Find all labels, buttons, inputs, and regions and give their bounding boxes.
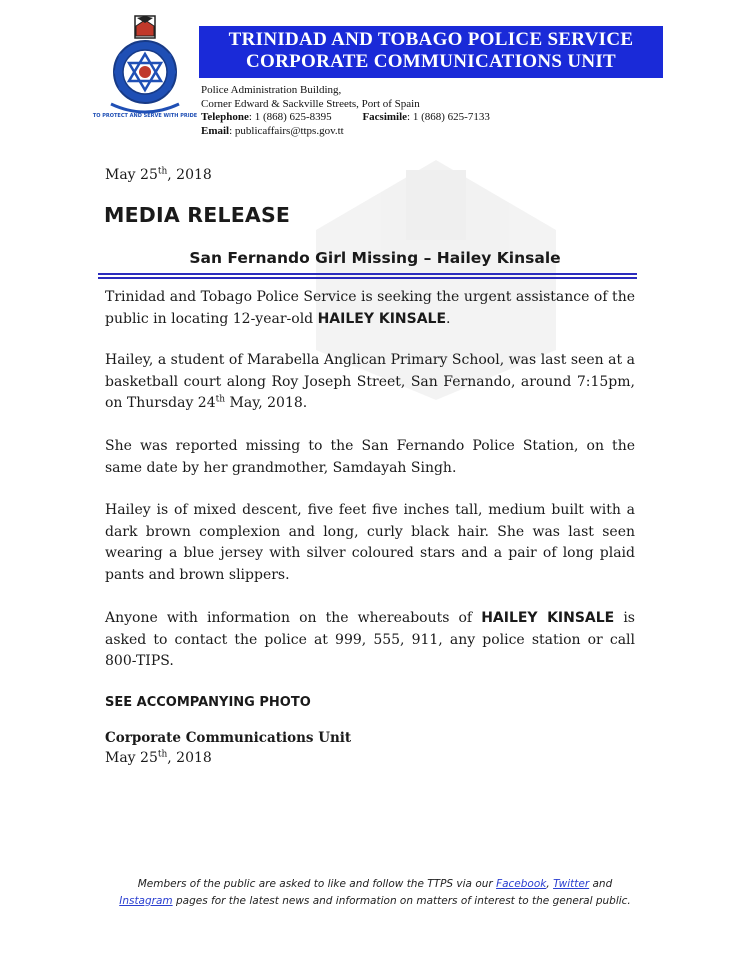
- instagram-link[interactable]: Instagram: [119, 894, 173, 907]
- police-crest-logo: [92, 14, 198, 124]
- email-label: Email: [201, 124, 230, 137]
- release-date: May 25th, 2018: [105, 166, 212, 183]
- see-photo-note: SEE ACCOMPANYING PHOTO: [105, 695, 311, 710]
- title-rule-bottom: [98, 277, 637, 279]
- fax-value: : 1 (868) 625-7133: [407, 111, 490, 123]
- org-name: TRINIDAD AND TOBAGO POLICE SERVICE: [228, 29, 634, 50]
- address-line-2: Corner Edward & Sackville Streets, Port of Spain: [201, 97, 420, 110]
- signature-date: May 25th, 2018: [105, 749, 212, 766]
- facebook-link[interactable]: Facebook: [496, 878, 547, 890]
- document-title: MEDIA RELEASE: [104, 203, 291, 227]
- contact-block: [201, 84, 601, 138]
- paragraph-3: She was reported missing to the San Fernando Police Station, on the same date by her grandmother, Samdayah Singh.: [105, 438, 635, 476]
- address-line-1: Police Administration Building,: [201, 84, 342, 96]
- title-rule-top: [98, 273, 637, 275]
- fax-label: Facsimile: [362, 111, 408, 123]
- paragraph-5: Anyone with information on the whereabouts of HAILEY KINSALE is asked to contact the police at 999, 555, 911, any police station or call 800-TIPS.: [105, 610, 635, 669]
- paragraph-4: Hailey is of mixed descent, five feet five inches tall, medium built with a dark brown complexion and long, curly black hair. She was last seen wearing a blue jersey with silver coloured stars and a pair of long plaid pants and brown slippers.: [105, 502, 635, 583]
- email-value: : publicaffairs@ttps.gov.tt: [229, 124, 344, 137]
- footer-note: Members of the public are asked to like and follow the TTPS via our Facebook, Twitter and Instagram pages for the latest news and information on matters of interest to the general public.: [119, 878, 631, 907]
- header-banner: [199, 26, 663, 78]
- telephone-label: Telephone: [201, 111, 249, 123]
- signature-unit: Corporate Communications Unit: [105, 730, 352, 746]
- paragraph-1: Trinidad and Tobago Police Service is seeking the urgent assistance of the public in locating 12-year-old HAILEY KINSALE.: [105, 289, 635, 327]
- phone-fax-line: [201, 111, 601, 125]
- crest-motto: TO PROTECT AND SERVE WITH PRIDE: [92, 113, 198, 119]
- unit-name: CORPORATE COMMUNICATIONS UNIT: [245, 51, 617, 72]
- release-subtitle: San Fernando Girl Missing – Hailey Kinsale: [189, 249, 561, 267]
- twitter-link[interactable]: Twitter: [553, 878, 590, 890]
- missing-person-name: HAILEY KINSALE: [317, 310, 447, 327]
- missing-person-name: HAILEY KINSALE: [481, 610, 615, 626]
- email-line: [201, 125, 601, 139]
- paragraph-2: Hailey, a student of Marabella Anglican Primary School, was last seen at a basketball court along Roy Joseph Street, San Fernando, around 7:15pm, on Thursday 24th May, 2018.: [105, 352, 635, 411]
- telephone-value: : 1 (868) 625-8395: [248, 111, 332, 123]
